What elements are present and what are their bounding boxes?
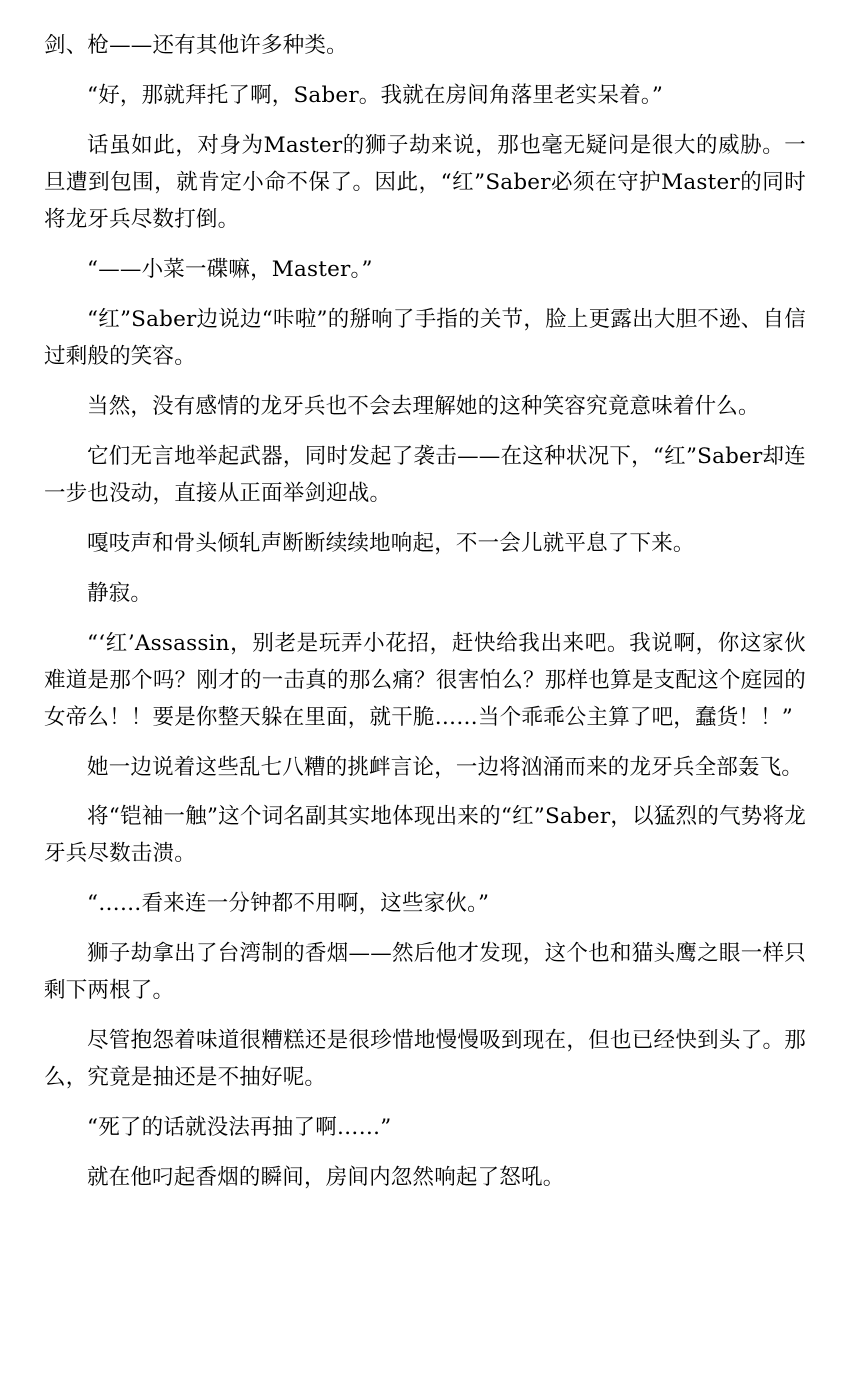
paragraph: 狮子劫拿出了台湾制的香烟——然后他才发现，这个也和猫头鹰之眼一样只剩下两根了。	[44, 941, 806, 1004]
paragraph: “‘红’Assassin，别老是玩弄小花招，赶快给我出来吧。我说啊，你这家伙难道是那个吗？刚才的一击真的那么痛？很害怕么？那样也算是支配这个庭园的女帝么！！要是你整天躲在里面，就干脆……当个乖乖公主算了吧，蠢货！！”	[44, 630, 806, 730]
paragraph: 静寂。	[87, 580, 153, 606]
paragraph: “好，那就拜托了啊，Saber。我就在房间角落里老实呆着。”	[87, 82, 664, 108]
paragraph: 尽管抱怨着味道很糟糕还是很珍惜地慢慢吸到现在，但也已经快到头了。那么，究竟是抽还是不抽好呢。	[44, 1028, 806, 1091]
paragraph: 剑、枪——还有其他许多种类。	[44, 33, 348, 58]
paragraph: 嘎吱声和骨头倾轧声断断续续地响起，不一会儿就平息了下来。	[87, 530, 695, 556]
paragraph: “死了的话就没法再抽了啊……”	[87, 1115, 392, 1141]
paragraph: “——小菜一碟嘛，Master。”	[87, 256, 373, 282]
paragraph: 当然，没有感情的龙牙兵也不会去理解她的这种笑容究竟意味着什么。	[87, 393, 760, 419]
paragraph: 就在他叼起香烟的瞬间，房间内忽然响起了怒吼。	[87, 1165, 565, 1191]
paragraph: “红”Saber边说边“咔啦”的掰响了手指的关节，脸上更露出大胆不逊、自信过剩般的笑容。	[44, 306, 806, 369]
paragraph: “……看来连一分钟都不用啊，这些家伙。”	[87, 891, 490, 917]
paragraph: 她一边说着这些乱七八糟的挑衅言论，一边将汹涌而来的龙牙兵全部轰飞。	[87, 754, 804, 780]
paragraph: 它们无言地举起武器，同时发起了袭击——在这种状况下，“红”Saber却连一步也没动，直接从正面举剑迎战。	[44, 443, 806, 506]
paragraph: 话虽如此，对身为Master的狮子劫来说，那也毫无疑问是很大的威胁。一旦遭到包围，就肯定小命不保了。因此，“红”Saber必须在守护Master的同时将龙牙兵尽数打倒。	[44, 132, 806, 232]
paragraph: 将“铠袖一触”这个词名副其实地体现出来的“红”Saber，以猛烈的气势将龙牙兵尽数击溃。	[44, 804, 806, 867]
